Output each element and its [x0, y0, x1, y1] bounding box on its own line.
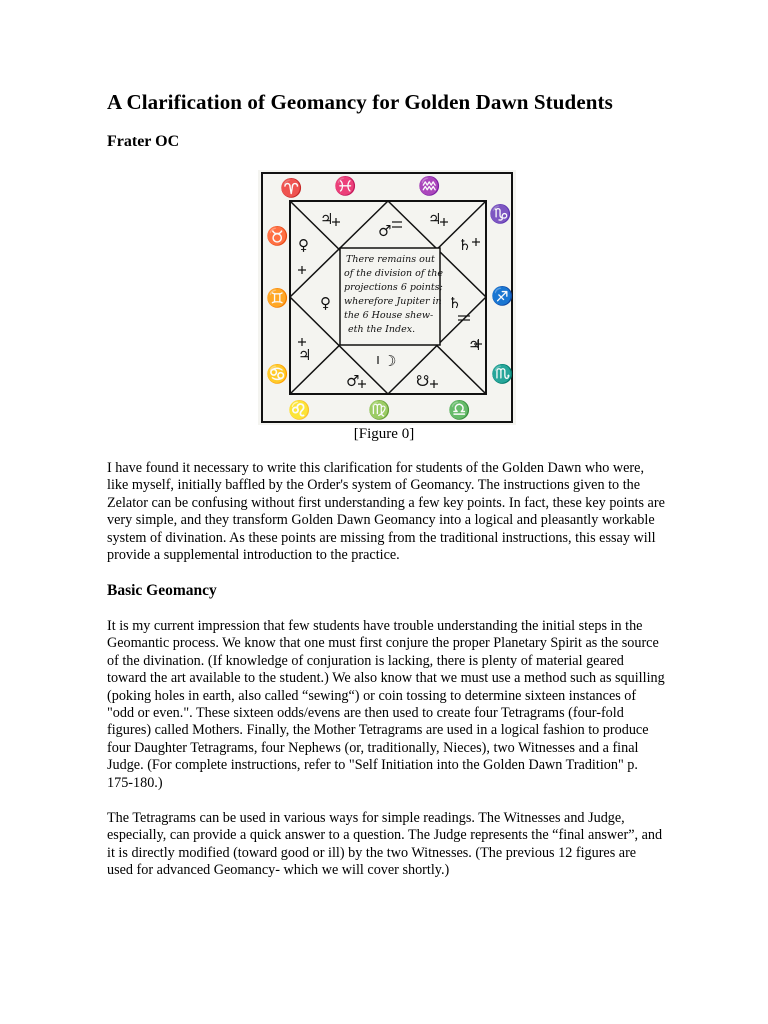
jupiter-glyph: ♃ — [298, 346, 312, 364]
sagittarius-sign: ♐ — [491, 286, 514, 307]
author: Frater OC — [107, 133, 180, 150]
inscription-line: of the division of the — [344, 268, 443, 279]
scorpio-sign: ♏ — [491, 364, 514, 385]
venus-glyph: ♀ — [298, 236, 309, 254]
libra-sign: ♎ — [448, 400, 471, 421]
jupiter-glyph: ♃ — [468, 336, 482, 354]
venus-glyph: ♀ — [320, 294, 331, 312]
basic-geomancy-paragraph: It is my current impression that few students have trouble understanding the initial steps in the Geomantic process. We know that one must first conjure the proper Planetary Spirit as the source of the divination. (If knowledge of conjuration is lacking, there is plenty of material geared toward the art available to the student.) We also know that we must use a method such as squilling (poking holes in earth, also called “sewing“) or coin tossing to determine sixteen instances of "odd or even.". These sixteen odds/evens are then used to create four Tetragrams (four-fold figures) called Mothers. Finally, the Mother Tetragrams are used in a logical fashion to produce four Daughter Tetragrams, four Nephews (or, traditionally, Nieces), two Witnesses and a final Judge. (For complete instructions, refer to "Self Initiation into the Golden Dawn Tradition" p. 175-180.) — [107, 618, 665, 791]
node-glyph: ☋ — [416, 372, 430, 390]
jupiter-glyph: ♃ — [428, 210, 442, 228]
inscription-line: projections 6 points; — [344, 282, 443, 293]
inscription-line: There remains out — [346, 254, 435, 265]
leo-sign: ♌ — [288, 400, 311, 421]
aquarius-sign: ♒ — [418, 176, 441, 197]
gemini-sign: ♊ — [266, 288, 289, 309]
capricorn-sign: ♑ — [489, 204, 512, 225]
taurus-sign: ♉ — [266, 226, 289, 247]
tetragrams-paragraph: The Tetragrams can be used in various ways for simple readings. The Witnesses and Judge, especially, can provide a quick answer to a question. The Judge represents the “final answer”, and it is directly modified (toward good or ill) by the two Witnesses. (The previous 12 figures are used for advanced Geomancy- which we will cover shortly.) — [107, 810, 663, 879]
page-title: A Clarification of Geomancy for Golden Dawn Students — [107, 90, 613, 114]
mars-glyph: ♂ — [378, 222, 392, 240]
cancer-sign: ♋ — [266, 364, 289, 385]
aries-sign: ♈ — [280, 178, 303, 199]
saturn-glyph: ♄ — [458, 236, 472, 254]
jupiter-glyph: ♃ — [320, 210, 334, 228]
inscription-line: the 6 House shew- — [344, 310, 434, 321]
inscription-line: eth the Index. — [348, 324, 416, 335]
pisces-sign: ♓ — [334, 176, 357, 197]
moon-glyph: ☽ — [383, 352, 397, 370]
saturn-glyph: ♄ — [448, 294, 462, 312]
figure-caption: [Figure 0] — [353, 426, 415, 442]
section-heading-basic-geomancy: Basic Geomancy — [107, 582, 217, 599]
geomancy-chart-figure — [258, 170, 516, 425]
intro-paragraph: I have found it necessary to write this clarification for students of the Golden Dawn who were, like myself, initially baffled by the Order's system of Geomancy. The instructions given to the Zelator can be confusing without first understanding a few key points. In fact, these key points are very simple, and they transform Golden Dawn Geomancy into a logical and pleasantly workable system of divination. As these points are missing from the traditional instructions, this essay will provide a supplemental introduction to the practice. — [107, 460, 665, 564]
geomancy-chart-drawing — [258, 170, 516, 425]
inscription-line: wherefore Jupiter in — [344, 296, 442, 307]
mars-glyph: ♂ — [346, 372, 360, 390]
virgo-sign: ♍ — [368, 400, 391, 421]
